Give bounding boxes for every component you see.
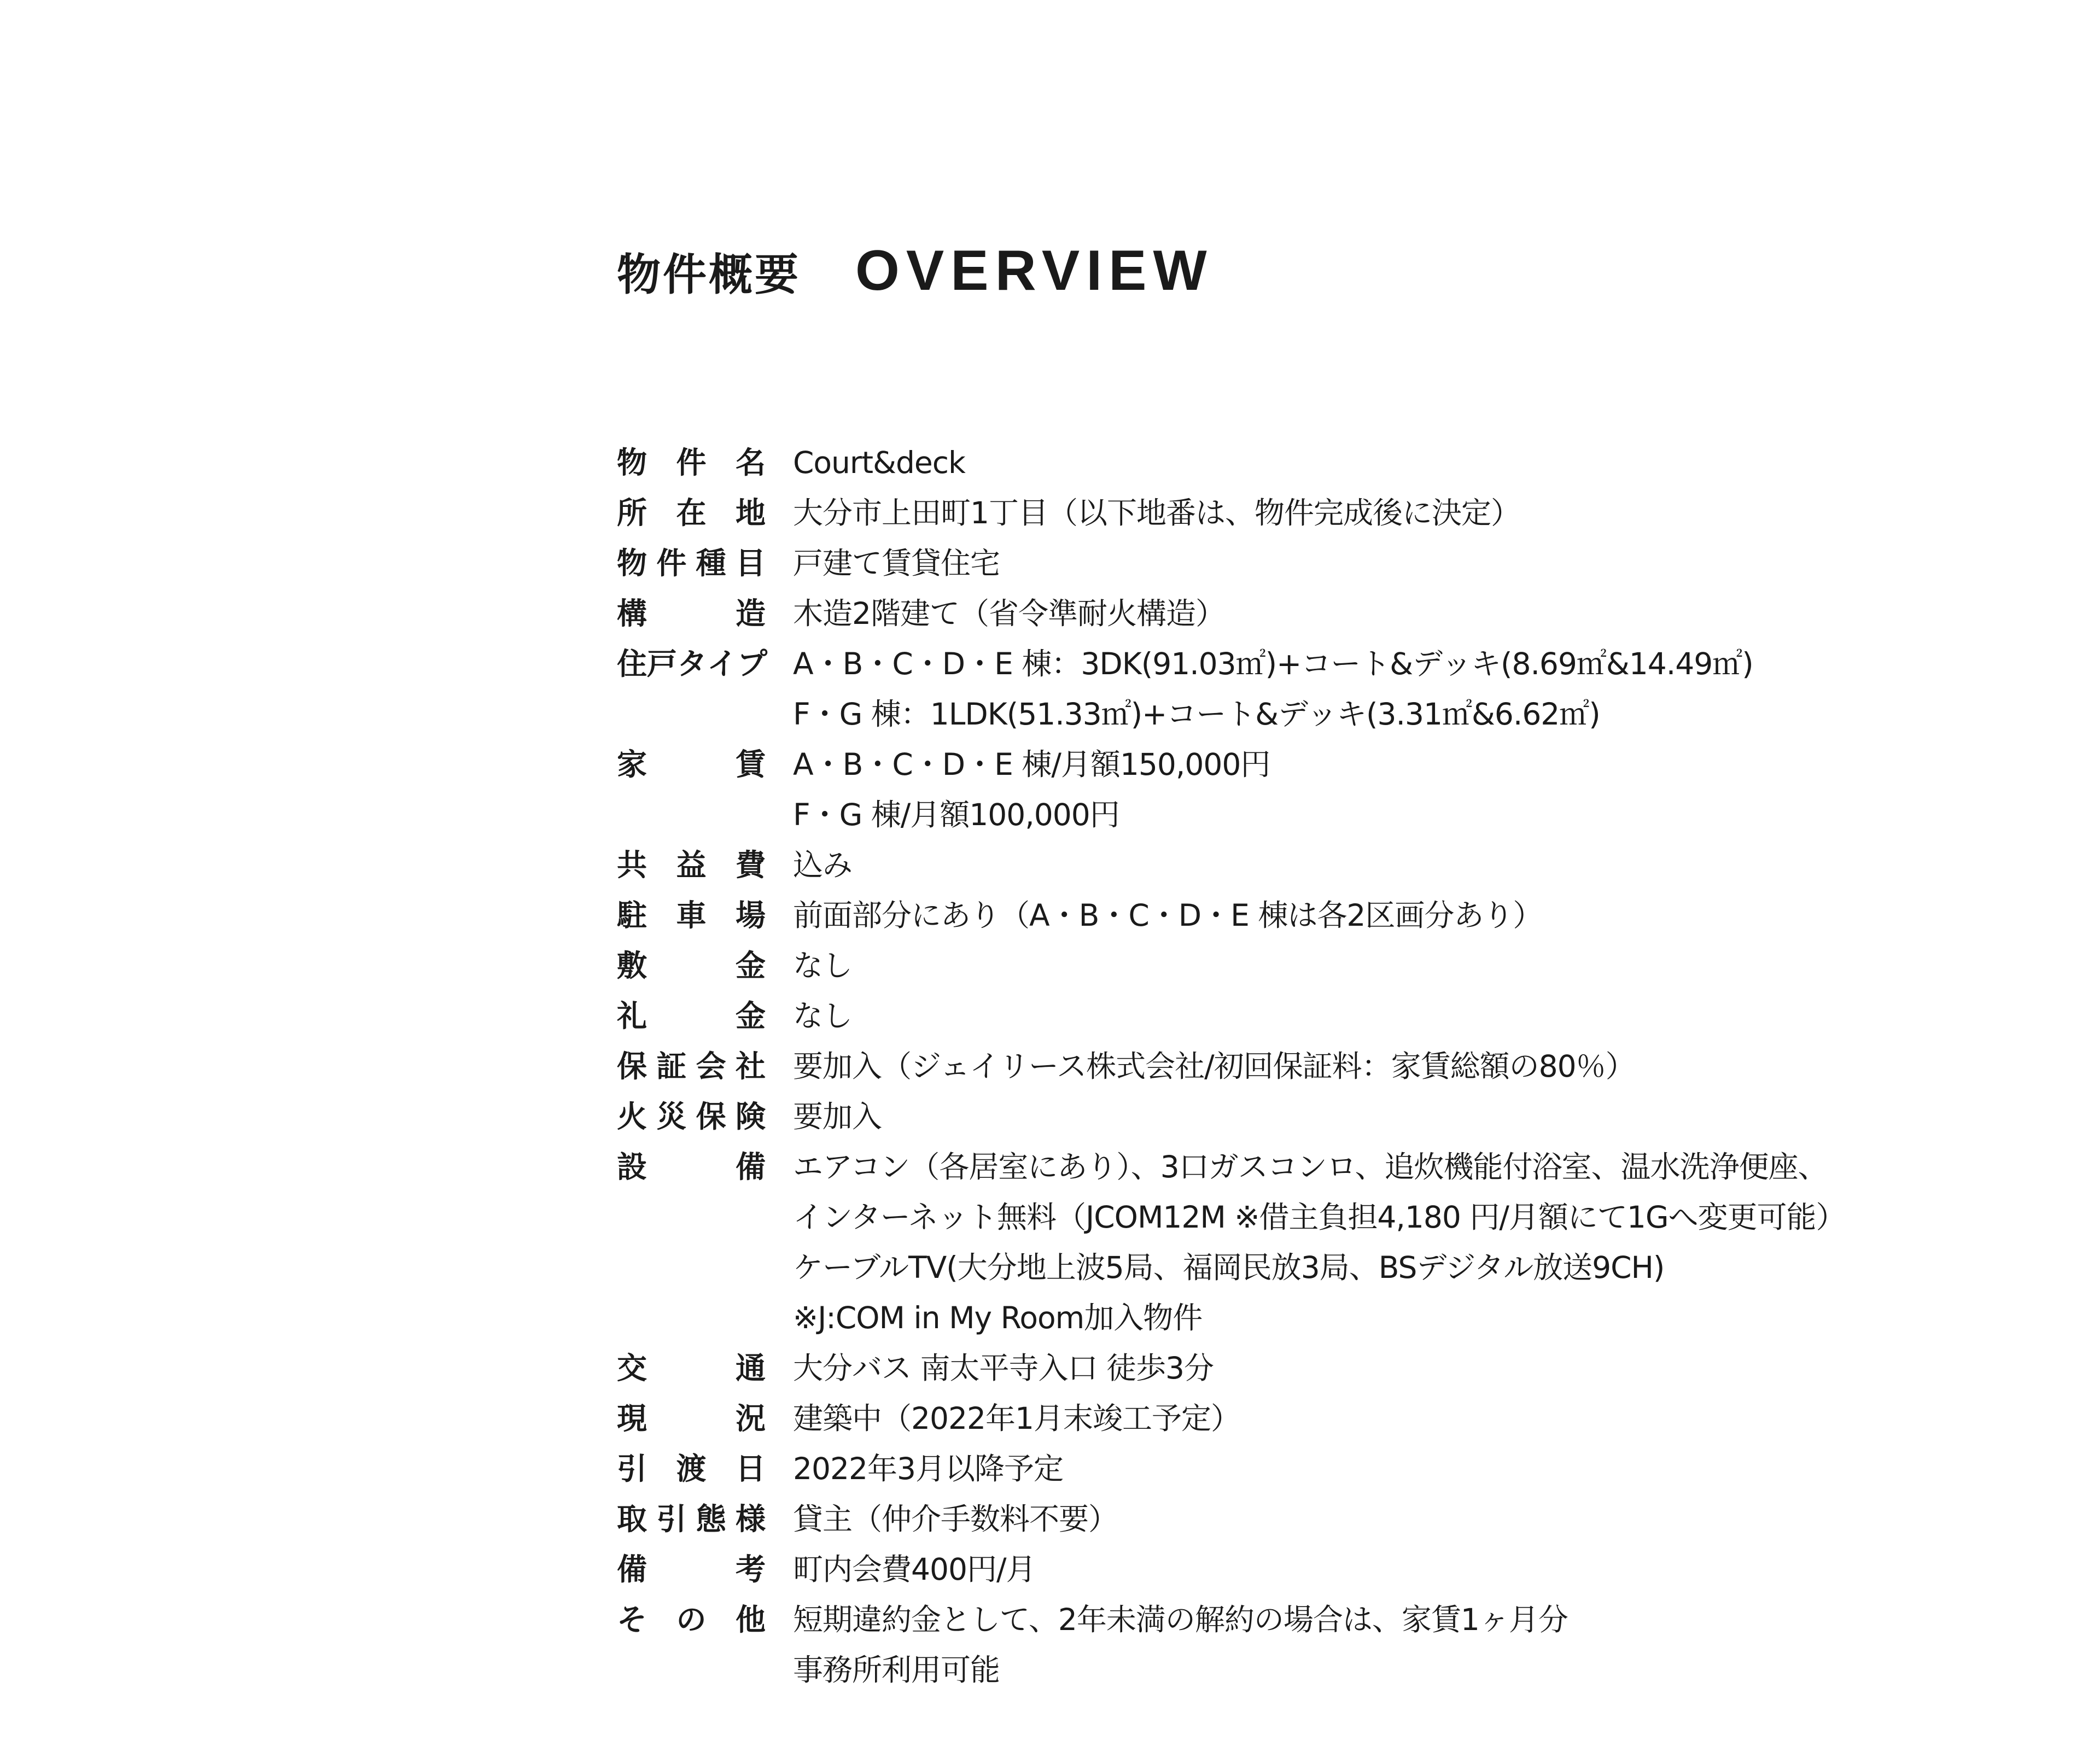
spec-values bbox=[793, 1494, 2039, 1544]
spec-values bbox=[793, 1091, 2039, 1142]
spec-row bbox=[617, 991, 2039, 1041]
spec-values bbox=[793, 488, 2039, 538]
spec-label: 設 備 bbox=[617, 1149, 766, 1184]
spec-value-line: 大分市上田町1丁目（以下地番は、物件完成後に決定） bbox=[793, 495, 1520, 530]
spec-row bbox=[617, 1142, 2039, 1343]
spec-row bbox=[617, 1343, 2039, 1393]
spec-label: 住 戸 タ イ プ bbox=[617, 646, 768, 681]
spec-values bbox=[793, 639, 2039, 739]
spec-value-line: 大分バス 南太平寺入口 徒歩3分 bbox=[793, 1351, 1214, 1386]
spec-row bbox=[617, 840, 2039, 890]
spec-label: 取 引 態 様 bbox=[617, 1502, 766, 1537]
spec-label: 構 造 bbox=[617, 596, 766, 631]
spec-value-line: 前面部分にあり（A・B・C・D・E 棟は各2区画分あり） bbox=[793, 898, 1543, 933]
spec-values bbox=[793, 739, 2039, 840]
spec-value-line: F・G 棟/月額100,000円 bbox=[793, 797, 1119, 832]
spec-value-line: 建築中（2022年1月末竣工予定） bbox=[793, 1401, 1240, 1436]
spec-label: 所 在 地 bbox=[617, 495, 766, 530]
spec-values bbox=[793, 1544, 2039, 1594]
spec-row bbox=[617, 890, 2039, 941]
spec-label: 共 益 費 bbox=[617, 848, 766, 883]
spec-values bbox=[793, 840, 2039, 890]
spec-values bbox=[793, 437, 2039, 488]
spec-row bbox=[617, 941, 2039, 991]
spec-values bbox=[793, 1142, 2039, 1343]
spec-row bbox=[617, 1444, 2039, 1494]
spec-label: 物 件 名 bbox=[617, 445, 766, 480]
spec-value-line: 短期違約金として、2年未満の解約の場合は、家賃1ヶ月分 bbox=[793, 1602, 1568, 1637]
spec-value-line: 貸主（仲介手数料不要） bbox=[793, 1502, 1118, 1537]
spec-label: 物 件 種 目 bbox=[617, 546, 766, 581]
spec-label: 交 通 bbox=[617, 1351, 766, 1386]
spec-values bbox=[793, 991, 2039, 1041]
spec-value-line: インターネット無料（JCOM12M ※借主負担4,180 円/月額にて1Gへ変更可能） bbox=[793, 1200, 1846, 1235]
spec-values bbox=[793, 1444, 2039, 1494]
spec-label: 礼 金 bbox=[617, 998, 766, 1033]
spec-label: 敷 金 bbox=[617, 948, 766, 983]
spec-label: 駐 車 場 bbox=[617, 898, 766, 933]
spec-values bbox=[793, 1393, 2039, 1444]
spec-label: 火 災 保 険 bbox=[617, 1099, 766, 1134]
spec-values bbox=[793, 1041, 2039, 1091]
spec-value-line: 町内会費400円/月 bbox=[793, 1552, 1036, 1587]
spec-values bbox=[793, 538, 2039, 588]
heading-english: OVERVIEW bbox=[855, 238, 1214, 302]
page-heading bbox=[617, 235, 1214, 306]
spec-value-line: A・B・C・D・E 棟/月額150,000円 bbox=[793, 747, 1270, 782]
spec-values bbox=[793, 941, 2039, 991]
spec-value-line: エアコン（各居室にあり）、3口ガスコンロ、追炊機能付浴室、温水洗浄便座、 bbox=[793, 1149, 1828, 1184]
spec-label: 現 況 bbox=[617, 1401, 766, 1436]
spec-row bbox=[617, 1544, 2039, 1594]
spec-row bbox=[617, 588, 2039, 639]
heading-japanese: 物件概要 bbox=[617, 249, 801, 300]
spec-row bbox=[617, 1494, 2039, 1544]
spec-label: 家 賃 bbox=[617, 747, 766, 782]
spec-value-line: 込み bbox=[793, 848, 853, 883]
spec-label: そ の 他 bbox=[617, 1602, 766, 1637]
spec-value-line: 木造2階建て（省令準耐火構造） bbox=[793, 596, 1225, 631]
spec-row bbox=[617, 1041, 2039, 1091]
spec-row bbox=[617, 1594, 2039, 1695]
spec-value-line: Court&deck bbox=[793, 445, 965, 480]
spec-value-line: 戸建て賃貸住宅 bbox=[793, 546, 1000, 581]
spec-value-line: 要加入 bbox=[793, 1099, 882, 1134]
spec-values bbox=[793, 1594, 2039, 1695]
spec-row bbox=[617, 488, 2039, 538]
spec-value-line: 要加入（ジェイリース株式会社/初回保証料：家賃総額の80％） bbox=[793, 1049, 1635, 1084]
spec-row bbox=[617, 639, 2039, 739]
spec-value-line: 事務所利用可能 bbox=[793, 1652, 1000, 1687]
spec-value-line: なし bbox=[793, 948, 853, 983]
spec-row bbox=[617, 739, 2039, 840]
spec-label: 引 渡 日 bbox=[617, 1451, 766, 1486]
spec-values bbox=[793, 890, 2039, 941]
spec-values bbox=[793, 588, 2039, 639]
spec-value-line: A・B・C・D・E 棟：3DK(91.03㎡)+コート&デッキ(8.69㎡&14.49㎡) bbox=[793, 646, 1753, 681]
spec-values bbox=[793, 1343, 2039, 1393]
spec-value-line: なし bbox=[793, 998, 853, 1033]
spec-value-line: F・G 棟：1LDK(51.33㎡)+コート&デッキ(3.31㎡&6.62㎡) bbox=[793, 697, 1600, 732]
spec-value-line: ケーブルTV(大分地上波5局、福岡民放3局、BSデジタル放送9CH) bbox=[793, 1250, 1665, 1285]
spec-row bbox=[617, 1393, 2039, 1444]
spec-label: 保 証 会 社 bbox=[617, 1049, 766, 1084]
spec-row bbox=[617, 1091, 2039, 1142]
spec-value-line: 2022年3月以降予定 bbox=[793, 1451, 1063, 1486]
spec-value-line: ※J:COM in My Room加入物件 bbox=[793, 1300, 1203, 1335]
spec-label: 備 考 bbox=[617, 1552, 766, 1587]
spec-row bbox=[617, 538, 2039, 588]
spec-row bbox=[617, 437, 2039, 488]
property-spec-table bbox=[617, 437, 2039, 1695]
